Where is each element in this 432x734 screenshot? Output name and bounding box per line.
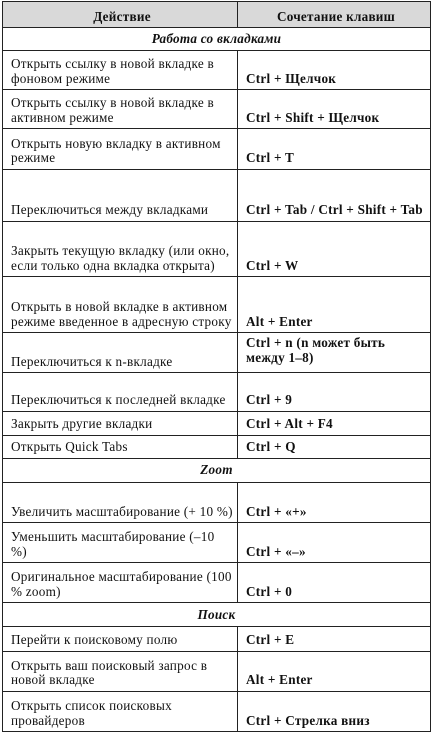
table-row (3, 435, 431, 458)
keys-cell: Ctrl + 0 (238, 563, 431, 603)
action-cell: Увеличить масштабирование (+ 10 %) (3, 482, 238, 522)
action-cell: Переключиться между вкладками (3, 169, 238, 221)
keys-cell: Ctrl + Q (238, 435, 431, 458)
keys-cell: Ctrl + Tab / Ctrl + Shift + Tab (238, 169, 431, 221)
section-row-zoom (3, 458, 431, 482)
keys-cell: Ctrl + «–» (238, 523, 431, 563)
action-cell: Перейти к поисковому полю (3, 627, 238, 651)
table-row (3, 129, 431, 169)
table-row (3, 651, 431, 691)
keys-cell: Ctrl + T (238, 129, 431, 169)
action-cell: Оригинальное масштабирование (100 % zoom) (3, 563, 238, 603)
keys-cell: Ctrl + 9 (238, 373, 431, 411)
table-row (3, 627, 431, 651)
table-row (3, 277, 431, 333)
action-cell: Уменьшить масштабирование (–10 %) (3, 523, 238, 563)
table-row (3, 333, 431, 373)
table-row (3, 523, 431, 563)
header-keys: Сочетание клавиш (238, 2, 431, 28)
keys-cell: Ctrl + Щелчок (238, 51, 431, 90)
table-header (3, 2, 431, 28)
keys-cell: Ctrl + n (n может быть между 1–8) (238, 333, 431, 373)
keys-cell: Ctrl + «+» (238, 482, 431, 522)
shortcuts-table (2, 1, 431, 732)
keys-cell: Alt + Enter (238, 277, 431, 333)
action-cell: Открыть список поисковых провайдеров (3, 691, 238, 731)
action-cell: Открыть в новой вкладке в активном режиме введенное в адресную строку (3, 277, 238, 333)
table-row (3, 90, 431, 129)
table-row (3, 411, 431, 435)
header-row (3, 2, 431, 28)
keys-cell: Ctrl + Shift + Щелчок (238, 90, 431, 129)
keys-cell: Alt + Enter (238, 651, 431, 691)
action-cell: Переключиться к n-вкладке (3, 333, 238, 373)
table-row (3, 563, 431, 603)
action-cell: Закрыть текущую вкладку (или окно, если только одна вкладка открыта) (3, 221, 238, 276)
table-row (3, 169, 431, 221)
action-cell: Открыть Quick Tabs (3, 435, 238, 458)
keys-cell: Ctrl + W (238, 221, 431, 276)
action-cell: Открыть новую вкладку в активном режиме (3, 129, 238, 169)
action-cell: Открыть ваш поисковый запрос в новой вкладке (3, 651, 238, 691)
table-row (3, 51, 431, 90)
section-title: Zoom (3, 458, 431, 482)
table-row (3, 373, 431, 411)
section-row-search (3, 603, 431, 627)
action-cell: Закрыть другие вкладки (3, 411, 238, 435)
section-row-tabs (3, 28, 431, 51)
table-row (3, 221, 431, 276)
action-cell: Открыть ссылку в новой вкладке в фоновом режиме (3, 51, 238, 90)
table-body (3, 28, 431, 732)
keys-cell: Ctrl + E (238, 627, 431, 651)
action-cell: Открыть ссылку в новой вкладке в активном режиме (3, 90, 238, 129)
keys-cell: Ctrl + Alt + F4 (238, 411, 431, 435)
action-cell: Переключиться к последней вкладке (3, 373, 238, 411)
keys-cell: Ctrl + Стрелка вниз (238, 691, 431, 731)
table-row (3, 482, 431, 522)
table-row (3, 691, 431, 731)
header-action: Действие (3, 2, 238, 28)
section-title: Работа со вкладками (3, 28, 431, 51)
section-title: Поиск (3, 603, 431, 627)
